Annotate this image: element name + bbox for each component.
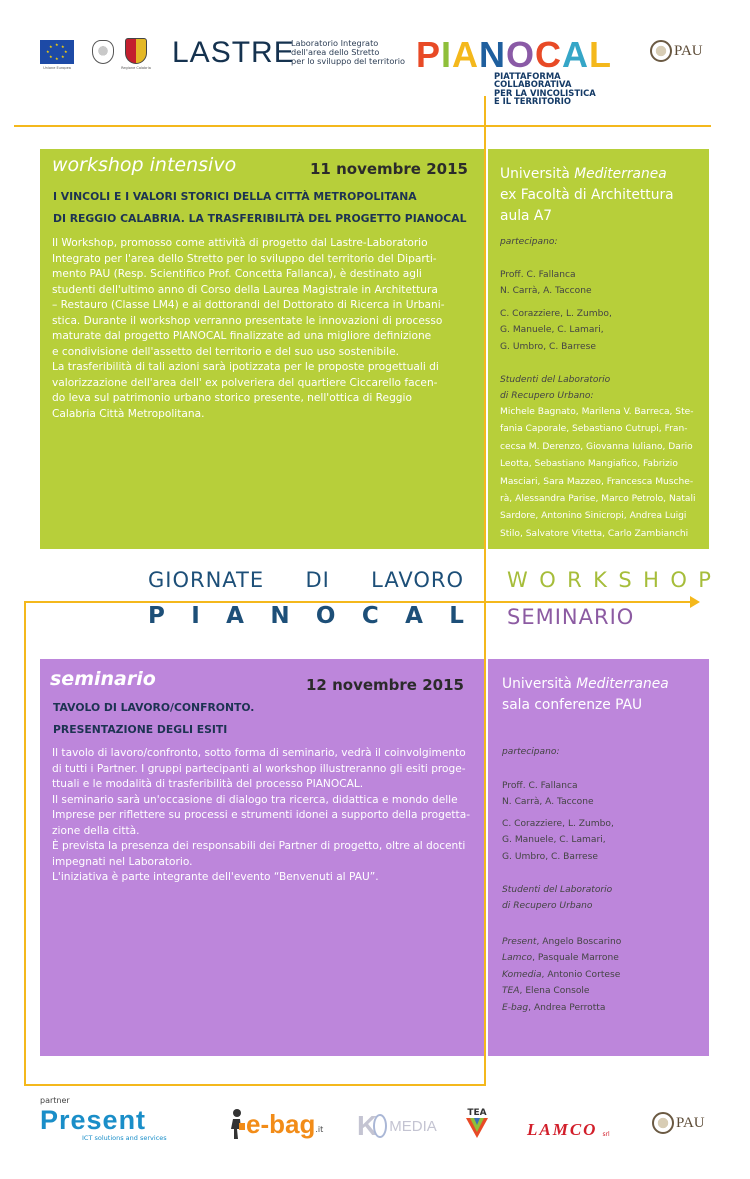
pianocal-logo: PIANOCAL (416, 34, 613, 75)
giornate-di-lavoro-title: GIORNATE DI LAVORO (148, 568, 464, 592)
workshop-date: 11 novembre 2015 (310, 160, 468, 178)
ebag-logo (226, 1108, 323, 1140)
regione-caption: Regione Calabria (121, 66, 151, 70)
partner-label: partner (40, 1096, 70, 1105)
eu-flag-logo: ★ ★ ★ ★ ★ ★ ★ ★ (40, 40, 74, 64)
workshop-professors: Proff. C. Fallanca N. Carrà, A. Taccone (500, 270, 592, 297)
left-frame-line (24, 601, 26, 1086)
lamco-logo (527, 1120, 610, 1140)
seminario-label: seminario (50, 668, 156, 690)
pau-footer-text: PAU (676, 1114, 705, 1131)
pianocal-subtitle: PIATTAFORMA COLLABORATIVA PER LA VINCOLISTICA E IL TERRITORIO (494, 71, 596, 107)
republic-emblem-logo (92, 40, 114, 64)
pau-emblem-icon (650, 40, 672, 62)
pau-footer-logo (652, 1112, 705, 1134)
seminario-title: SEMINARIO (507, 605, 635, 629)
tea-logo-text: TEA (467, 1108, 487, 1118)
eu-caption: Unione Europea (43, 66, 71, 70)
workshop-description: Il Workshop, promosso come attività di progetto dal Lastre-Laboratorio Integrato per l'area dello Stretto per lo sviluppo del territorio del Diparti- mento PAU (Resp. Scientifico Prof. Concetta Fallanca), è destinato agli studenti dell'ultimo anno di Corso della Laurea Magistrale in Architettura – Restauro (Classe LM4) e ai dottorandi del Dottorato di Ricerca in Urbani- stica. Durante il workshop verranno presentate le innovazioni di processo maturate dal progetto PIANOCAL finalizzate ad una migliore definizione e condivisione dell'assetto del territorio e del suo uso sostenibile. La trasferibilità di tali azioni sarà ipotizzata per le proposte progettuali di valorizzazione dell'area dell' ex polveriera del quartiere Ciccarello facen- do leva sul patrimonio urbano storico presente, nell'ottica di Reggio Calabria Città Metropolitana. (52, 237, 445, 420)
komedia-logo-letter: K (357, 1110, 378, 1141)
seminario-team: C. Corazziere, L. Zumbo, G. Manuele, C. Lamari, G. Umbro, C. Barrese (502, 819, 614, 862)
seminario-heading-line2: PRESENTAZIONE DEGLI ESITI (53, 723, 228, 736)
present-tagline: ICT solutions and services (82, 1134, 167, 1142)
komedia-circle-icon (373, 1114, 387, 1138)
workshop-title: W O R K S H O P (507, 568, 711, 592)
seminario-students-label: Studenti del Laboratorio di Recupero Urbano (502, 885, 613, 912)
lamco-logo-suffix: srl (602, 1131, 610, 1138)
pianocal-title: P I A N O C A L (148, 603, 464, 629)
workshop-label: workshop intensivo (52, 154, 237, 176)
regione-calabria-logo (125, 38, 147, 64)
workshop-team: C. Corazziere, L. Zumbo, G. Manuele, C. Lamari, G. Umbro, C. Barrese (500, 309, 612, 352)
workshop-partecipano-label: partecipano: (500, 237, 558, 247)
pau-logo (650, 40, 703, 62)
workshop-venue: Università Mediterranea ex Facoltà di Architettura aula A7 (500, 166, 674, 224)
workshop-heading-line2: DI REGGIO CALABRIA. LA TRASFERIBILITÀ DEL PROGETTO PIANOCAL (53, 212, 467, 225)
seminario-partners-list: Present, Angelo Boscarino Lamco, Pasquale Marrone Komedia, Antonio Cortese TEA, Elena Console E-bag, Andrea Perrotta (502, 937, 622, 1013)
person-walking-icon (226, 1108, 246, 1140)
seminario-date: 12 novembre 2015 (306, 676, 464, 694)
seminario-description: Il tavolo di lavoro/confronto, sotto forma di seminario, vedrà il coinvolgimento di tutti i Partner. I gruppi partecipanti al workshop illustreranno gli esiti proge- ttuali e le modalità di trasferibilità del processo PIANOCAL. Il seminario sarà un'occasione di dialogo tra ricerca, didattica e mondo delle Imprese per riflettere su processi e strumenti idonei a supporto della progetta- zione della città. È prevista la presenza dei responsabili dei Partner di progetto, oltre al docenti impegnati nel Laboratorio. L'iniziativa è parte integrante dell'evento “Benvenuti al PAU”. (52, 747, 471, 883)
komedia-logo-text: MEDIA (389, 1117, 437, 1135)
ebag-logo-suffix: .it (315, 1124, 324, 1134)
komedia-logo (357, 1110, 437, 1142)
workshop-students-label: Studenti del Laboratorio di Recupero Urbano: (500, 375, 611, 402)
top-frame-line (14, 125, 711, 127)
ebag-logo-text: e-bag (246, 1108, 316, 1139)
lamco-logo-text: LAMCO (527, 1120, 598, 1139)
pau-footer-emblem-icon (652, 1112, 674, 1134)
present-logo-text: Present (40, 1105, 147, 1135)
lastre-subtitle: Laboratorio Integrato dell'area dello Stretto per lo sviluppo del territorio (291, 38, 406, 67)
tea-logo (466, 1108, 488, 1142)
tea-triangle-icon (466, 1118, 488, 1138)
seminario-partecipano-label: partecipano: (502, 747, 560, 757)
lastre-logo: LASTRE (172, 36, 295, 69)
workshop-heading-line1: I VINCOLI E I VALORI STORICI DELLA CITTÀ METROPOLITANA (53, 190, 417, 203)
workshop-students-list: Michele Bagnato, Marilena V. Barreca, Ste- fania Caporale, Sebastiano Cutrupi, Fran- cecsa M. Derenzo, Giovanna Iuliano, Dario Leotta, Sebastiano Mangiafico, Fabrizio Masciari, Sara Mazzeo, Francesca Musche- rà, Alessandra Parise, Marco Petrolo, Natali Sardore, Antonino Sinicropi, Andrea Luigi Stilo, Salvatore Vitetta, Carlo Zambianchi (500, 407, 696, 539)
seminario-heading-line1: TAVOLO DI LAVORO/CONFRONTO. (53, 701, 255, 714)
present-logo (40, 1106, 167, 1142)
pau-logo-text: PAU (674, 42, 703, 59)
seminario-professors: Proff. C. Fallanca N. Carrà, A. Taccone (502, 781, 594, 808)
vertical-frame-line (484, 96, 486, 1086)
bottom-frame-line (24, 1084, 486, 1086)
seminario-venue: Università Mediterranea sala conferenze PAU (502, 676, 669, 713)
